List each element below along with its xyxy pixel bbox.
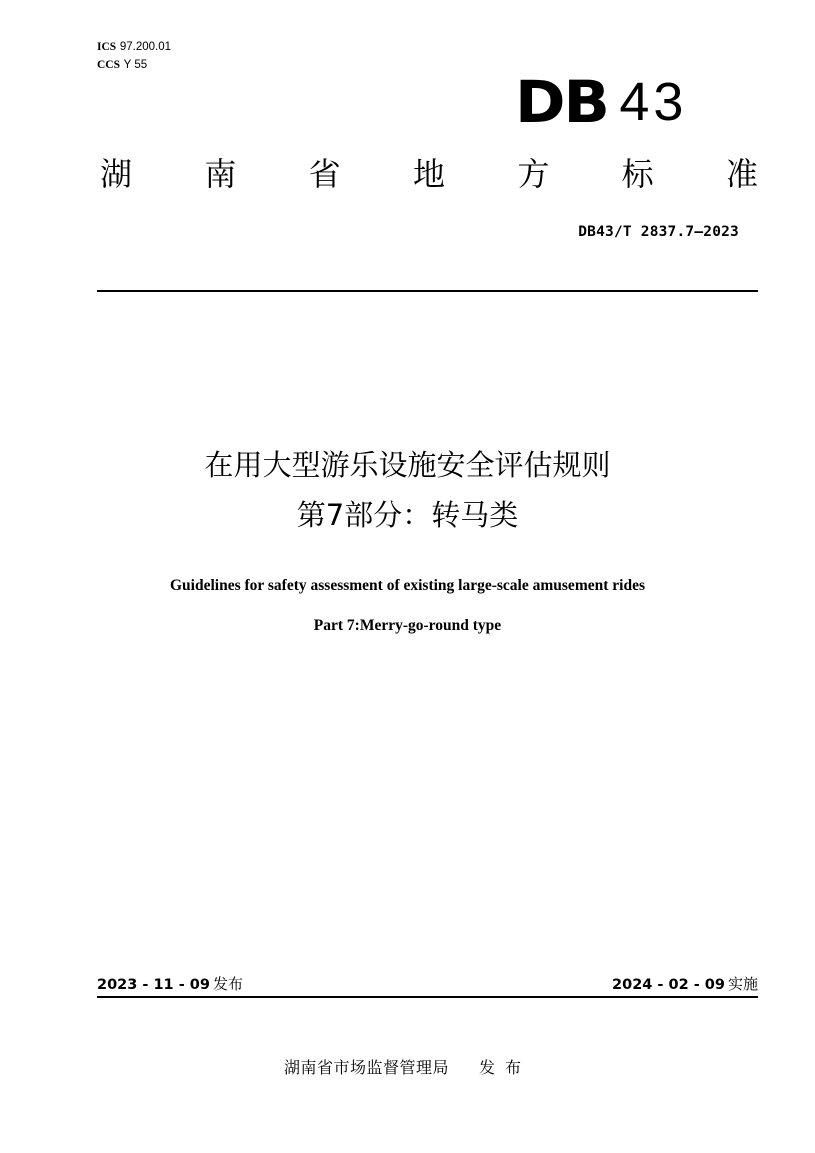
ics-code bbox=[97, 38, 171, 56]
english-title-line-2: Part 7:Merry-go-round type bbox=[313, 617, 502, 634]
issuer-action: 发布 bbox=[479, 1058, 532, 1077]
standard-type-char: 南 bbox=[204, 155, 237, 193]
issuer-organization: 湖南省市场监督管理局 bbox=[283, 1058, 449, 1077]
english-title-line-1: Guidelines for safety assessment of existing large-scale amusement rides bbox=[170, 577, 645, 594]
db-logo-letters: DB bbox=[515, 68, 608, 136]
release-info bbox=[97, 972, 243, 997]
standard-type-char: 省 bbox=[308, 155, 341, 193]
release-label: 发布 bbox=[212, 975, 243, 993]
chinese-title-line-2: 第7部分：转马类 bbox=[296, 498, 519, 532]
release-date: 2023 - 11 - 09 bbox=[97, 977, 210, 993]
implement-label: 实施 bbox=[727, 975, 758, 993]
issuing-authority bbox=[0, 1055, 815, 1078]
standard-type-char: 地 bbox=[412, 155, 445, 193]
standard-number: DB43/T 2837.7—2023 bbox=[578, 224, 739, 240]
header-divider bbox=[97, 290, 758, 292]
standard-type-char: 标 bbox=[621, 155, 654, 193]
chinese-title bbox=[0, 440, 815, 540]
db-logo-number: 43 bbox=[619, 72, 688, 132]
chinese-title-line-1: 在用大型游乐设施安全评估规则 bbox=[204, 448, 611, 482]
standard-type-char: 准 bbox=[725, 155, 758, 193]
ics-value: 97.200.01 bbox=[119, 41, 172, 53]
ccs-code bbox=[97, 56, 171, 74]
implement-date: 2024 - 02 - 09 bbox=[612, 977, 725, 993]
implement-info bbox=[612, 972, 758, 997]
standard-type-heading bbox=[100, 152, 758, 196]
ccs-value: Y 55 bbox=[123, 59, 148, 71]
standard-type-char: 方 bbox=[517, 155, 550, 193]
ccs-label: CCS bbox=[97, 59, 121, 71]
date-row bbox=[97, 972, 758, 996]
footer-divider bbox=[97, 996, 758, 998]
standard-type-char: 湖 bbox=[100, 155, 133, 193]
db-logo bbox=[515, 68, 688, 136]
classification-codes bbox=[97, 38, 171, 74]
ics-label: ICS bbox=[97, 41, 117, 53]
english-title bbox=[0, 566, 815, 646]
